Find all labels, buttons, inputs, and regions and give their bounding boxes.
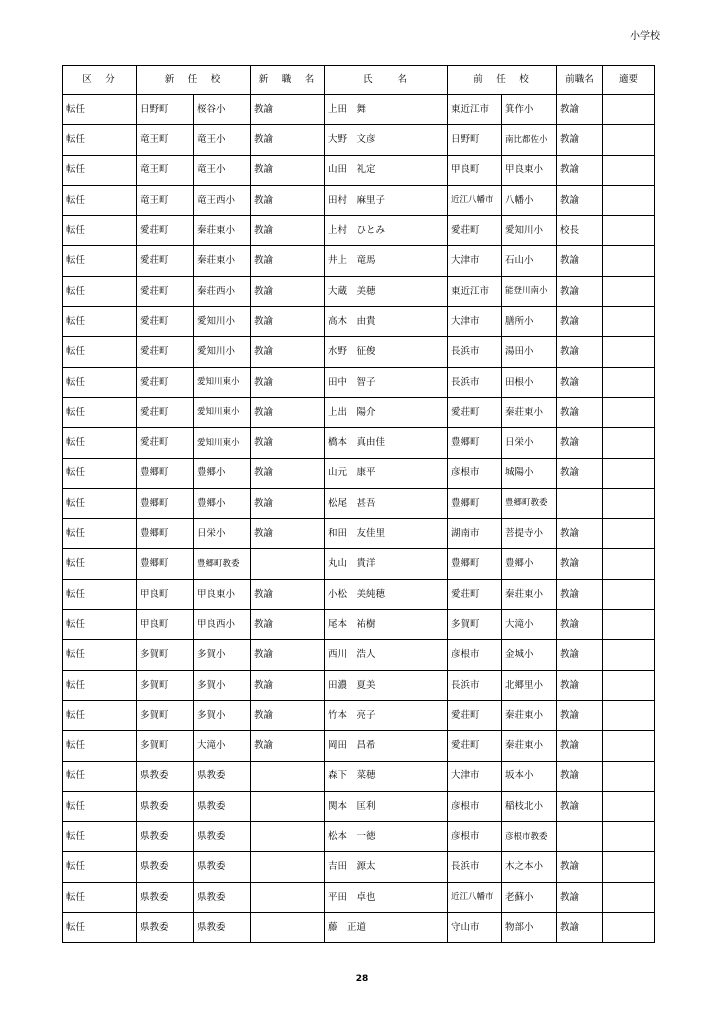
cell-remarks bbox=[603, 852, 655, 882]
cell-name: 吉田 源太 bbox=[325, 852, 448, 882]
cell-category: 転任 bbox=[63, 488, 137, 518]
cell-remarks bbox=[603, 913, 655, 943]
cell-new-position: 教諭 bbox=[251, 428, 325, 458]
cell-name: 尾本 祐樹 bbox=[325, 610, 448, 640]
cell-prev-school: 木之本小 bbox=[502, 852, 557, 882]
cell-new-area: 多賀町 bbox=[137, 670, 194, 700]
cell-prev-area: 東近江市 bbox=[448, 276, 502, 306]
cell-category: 転任 bbox=[63, 852, 137, 882]
cell-new-school: 甲良西小 bbox=[194, 610, 251, 640]
cell-prev-area: 彦根市 bbox=[448, 822, 502, 852]
cell-name: 関本 匡利 bbox=[325, 791, 448, 821]
cell-new-area: 愛荘町 bbox=[137, 307, 194, 337]
cell-new-school: 竜王西小 bbox=[194, 185, 251, 215]
cell-category: 転任 bbox=[63, 216, 137, 246]
cell-new-school: 豊郷町教委 bbox=[194, 549, 251, 579]
cell-name: 上出 陽介 bbox=[325, 397, 448, 427]
cell-prev-position: 教諭 bbox=[557, 579, 603, 609]
header-name: 氏 名 bbox=[325, 66, 448, 95]
cell-new-position: 教諭 bbox=[251, 519, 325, 549]
cell-new-position: 教諭 bbox=[251, 488, 325, 518]
cell-prev-area: 長浜市 bbox=[448, 670, 502, 700]
table-row bbox=[63, 670, 655, 700]
cell-remarks bbox=[603, 185, 655, 215]
cell-prev-position: 教諭 bbox=[557, 852, 603, 882]
cell-prev-school: 北郷里小 bbox=[502, 670, 557, 700]
cell-remarks bbox=[603, 307, 655, 337]
table-row bbox=[63, 761, 655, 791]
cell-prev-position: 教諭 bbox=[557, 670, 603, 700]
cell-category: 転任 bbox=[63, 761, 137, 791]
cell-new-position bbox=[251, 791, 325, 821]
cell-name: 森下 菜穂 bbox=[325, 761, 448, 791]
cell-new-position: 教諭 bbox=[251, 216, 325, 246]
cell-prev-position: 教諭 bbox=[557, 337, 603, 367]
cell-remarks bbox=[603, 610, 655, 640]
cell-new-school: 竜王小 bbox=[194, 155, 251, 185]
cell-new-area: 多賀町 bbox=[137, 640, 194, 670]
cell-new-area: 豊郷町 bbox=[137, 488, 194, 518]
cell-prev-position: 教諭 bbox=[557, 246, 603, 276]
cell-new-position: 教諭 bbox=[251, 125, 325, 155]
cell-prev-school: 秦荘東小 bbox=[502, 731, 557, 761]
cell-prev-area: 長浜市 bbox=[448, 367, 502, 397]
cell-prev-area: 彦根市 bbox=[448, 458, 502, 488]
cell-new-school: 豊郷小 bbox=[194, 458, 251, 488]
cell-prev-area: 東近江市 bbox=[448, 95, 502, 125]
cell-category: 転任 bbox=[63, 246, 137, 276]
cell-new-area: 県教委 bbox=[137, 791, 194, 821]
cell-prev-area: 長浜市 bbox=[448, 852, 502, 882]
cell-new-school: 県教委 bbox=[194, 852, 251, 882]
table-row bbox=[63, 882, 655, 912]
cell-prev-position: 教諭 bbox=[557, 761, 603, 791]
cell-name: 藤 正道 bbox=[325, 913, 448, 943]
cell-new-school: 秦荘東小 bbox=[194, 246, 251, 276]
cell-remarks bbox=[603, 125, 655, 155]
cell-prev-area: 日野町 bbox=[448, 125, 502, 155]
cell-prev-area: 彦根市 bbox=[448, 791, 502, 821]
cell-prev-school: 大滝小 bbox=[502, 610, 557, 640]
cell-new-position: 教諭 bbox=[251, 337, 325, 367]
table-row bbox=[63, 731, 655, 761]
cell-new-position bbox=[251, 822, 325, 852]
cell-prev-area: 近江八幡市 bbox=[448, 185, 502, 215]
cell-prev-area: 愛荘町 bbox=[448, 216, 502, 246]
cell-prev-school: 日栄小 bbox=[502, 428, 557, 458]
cell-prev-area: 愛荘町 bbox=[448, 397, 502, 427]
cell-prev-area: 豊郷町 bbox=[448, 488, 502, 518]
cell-remarks bbox=[603, 791, 655, 821]
cell-category: 転任 bbox=[63, 185, 137, 215]
table-row bbox=[63, 367, 655, 397]
cell-name: 山元 康平 bbox=[325, 458, 448, 488]
cell-new-area: 豊郷町 bbox=[137, 458, 194, 488]
cell-prev-position bbox=[557, 488, 603, 518]
table-body bbox=[63, 95, 655, 943]
table-row bbox=[63, 640, 655, 670]
cell-prev-school: 秦荘東小 bbox=[502, 397, 557, 427]
cell-name: 山田 礼定 bbox=[325, 155, 448, 185]
cell-new-school: 愛知川小 bbox=[194, 337, 251, 367]
cell-new-area: 多賀町 bbox=[137, 731, 194, 761]
cell-prev-school: 秦荘東小 bbox=[502, 700, 557, 730]
header-prev-school: 前 任 校 bbox=[448, 66, 557, 95]
cell-new-school: 県教委 bbox=[194, 882, 251, 912]
table-row bbox=[63, 397, 655, 427]
cell-new-position bbox=[251, 852, 325, 882]
cell-prev-position: 校長 bbox=[557, 216, 603, 246]
cell-prev-school: 坂本小 bbox=[502, 761, 557, 791]
page-category-label: 小学校 bbox=[630, 31, 660, 42]
table-row bbox=[63, 700, 655, 730]
cell-remarks bbox=[603, 519, 655, 549]
header-new-school: 新 任 校 bbox=[137, 66, 251, 95]
table-row bbox=[63, 549, 655, 579]
cell-new-position bbox=[251, 761, 325, 791]
cell-prev-school: 田根小 bbox=[502, 367, 557, 397]
cell-name: 水野 征俊 bbox=[325, 337, 448, 367]
cell-new-area: 県教委 bbox=[137, 882, 194, 912]
cell-prev-position: 教諭 bbox=[557, 458, 603, 488]
cell-prev-position: 教諭 bbox=[557, 913, 603, 943]
cell-prev-position: 教諭 bbox=[557, 519, 603, 549]
cell-new-school: 愛知川東小 bbox=[194, 428, 251, 458]
cell-remarks bbox=[603, 155, 655, 185]
cell-prev-school: 愛知川小 bbox=[502, 216, 557, 246]
table-row bbox=[63, 519, 655, 549]
cell-new-area: 愛荘町 bbox=[137, 397, 194, 427]
cell-new-area: 愛荘町 bbox=[137, 367, 194, 397]
cell-name: 田濃 夏美 bbox=[325, 670, 448, 700]
cell-prev-area: 甲良町 bbox=[448, 155, 502, 185]
cell-prev-area: 愛荘町 bbox=[448, 700, 502, 730]
cell-new-area: 県教委 bbox=[137, 822, 194, 852]
cell-prev-school: 能登川南小 bbox=[502, 276, 557, 306]
cell-prev-school: 甲良東小 bbox=[502, 155, 557, 185]
cell-prev-area: 愛荘町 bbox=[448, 579, 502, 609]
cell-new-school: 県教委 bbox=[194, 761, 251, 791]
cell-prev-area: 近江八幡市 bbox=[448, 882, 502, 912]
cell-prev-position: 教諭 bbox=[557, 610, 603, 640]
cell-remarks bbox=[603, 397, 655, 427]
cell-prev-position: 教諭 bbox=[557, 367, 603, 397]
cell-new-area: 甲良町 bbox=[137, 579, 194, 609]
cell-prev-position: 教諭 bbox=[557, 185, 603, 215]
cell-remarks bbox=[603, 216, 655, 246]
cell-remarks bbox=[603, 640, 655, 670]
cell-prev-school: 物部小 bbox=[502, 913, 557, 943]
cell-remarks bbox=[603, 700, 655, 730]
cell-name: 上村 ひとみ bbox=[325, 216, 448, 246]
cell-new-area: 愛荘町 bbox=[137, 337, 194, 367]
cell-remarks bbox=[603, 761, 655, 791]
cell-prev-area: 長浜市 bbox=[448, 337, 502, 367]
cell-category: 転任 bbox=[63, 458, 137, 488]
cell-category: 転任 bbox=[63, 428, 137, 458]
cell-new-school: 多賀小 bbox=[194, 700, 251, 730]
cell-category: 転任 bbox=[63, 579, 137, 609]
table-row bbox=[63, 791, 655, 821]
cell-category: 転任 bbox=[63, 791, 137, 821]
cell-category: 転任 bbox=[63, 125, 137, 155]
cell-name: 田村 麻里子 bbox=[325, 185, 448, 215]
cell-name: 上田 舞 bbox=[325, 95, 448, 125]
cell-prev-school: 八幡小 bbox=[502, 185, 557, 215]
cell-new-school: 愛知川東小 bbox=[194, 367, 251, 397]
cell-new-position bbox=[251, 549, 325, 579]
table-row bbox=[63, 822, 655, 852]
cell-prev-school: 湯田小 bbox=[502, 337, 557, 367]
cell-prev-school: 石山小 bbox=[502, 246, 557, 276]
table-row bbox=[63, 852, 655, 882]
cell-new-school: 日栄小 bbox=[194, 519, 251, 549]
table-row bbox=[63, 125, 655, 155]
cell-new-area: 竜王町 bbox=[137, 125, 194, 155]
cell-new-area: 愛荘町 bbox=[137, 428, 194, 458]
cell-new-school: 甲良東小 bbox=[194, 579, 251, 609]
table-row bbox=[63, 155, 655, 185]
cell-prev-school: 秦荘東小 bbox=[502, 579, 557, 609]
cell-remarks bbox=[603, 246, 655, 276]
cell-new-school: 県教委 bbox=[194, 791, 251, 821]
cell-category: 転任 bbox=[63, 276, 137, 306]
cell-category: 転任 bbox=[63, 640, 137, 670]
cell-new-school: 豊郷小 bbox=[194, 488, 251, 518]
cell-remarks bbox=[603, 488, 655, 518]
cell-category: 転任 bbox=[63, 610, 137, 640]
cell-remarks bbox=[603, 458, 655, 488]
cell-prev-area: 豊郷町 bbox=[448, 549, 502, 579]
cell-prev-area: 彦根市 bbox=[448, 640, 502, 670]
cell-prev-position: 教諭 bbox=[557, 125, 603, 155]
cell-prev-school: 南比都佐小 bbox=[502, 125, 557, 155]
cell-category: 転任 bbox=[63, 700, 137, 730]
cell-prev-area: 大津市 bbox=[448, 246, 502, 276]
cell-prev-position: 教諭 bbox=[557, 307, 603, 337]
cell-name: 大野 文彦 bbox=[325, 125, 448, 155]
cell-name: 高木 由貴 bbox=[325, 307, 448, 337]
cell-new-position bbox=[251, 913, 325, 943]
cell-new-area: 甲良町 bbox=[137, 610, 194, 640]
cell-prev-school: 彦根市教委 bbox=[502, 822, 557, 852]
cell-remarks bbox=[603, 337, 655, 367]
table-row bbox=[63, 458, 655, 488]
cell-new-area: 竜王町 bbox=[137, 185, 194, 215]
cell-category: 転任 bbox=[63, 307, 137, 337]
cell-category: 転任 bbox=[63, 397, 137, 427]
cell-name: 岡田 昌希 bbox=[325, 731, 448, 761]
cell-prev-position: 教諭 bbox=[557, 428, 603, 458]
cell-name: 平田 卓也 bbox=[325, 882, 448, 912]
cell-prev-school: 豊郷町教委 bbox=[502, 488, 557, 518]
cell-remarks bbox=[603, 882, 655, 912]
cell-prev-position: 教諭 bbox=[557, 276, 603, 306]
cell-prev-position: 教諭 bbox=[557, 700, 603, 730]
cell-new-area: 愛荘町 bbox=[137, 246, 194, 276]
cell-new-school: 県教委 bbox=[194, 913, 251, 943]
table-row bbox=[63, 913, 655, 943]
cell-new-area: 豊郷町 bbox=[137, 549, 194, 579]
table-row bbox=[63, 95, 655, 125]
personnel-table bbox=[62, 65, 655, 943]
cell-new-area: 多賀町 bbox=[137, 700, 194, 730]
cell-category: 転任 bbox=[63, 822, 137, 852]
cell-name: 橋本 真由佳 bbox=[325, 428, 448, 458]
cell-new-school: 桜谷小 bbox=[194, 95, 251, 125]
cell-remarks bbox=[603, 549, 655, 579]
cell-name: 丸山 貴洋 bbox=[325, 549, 448, 579]
cell-prev-school: 金城小 bbox=[502, 640, 557, 670]
cell-prev-position bbox=[557, 822, 603, 852]
cell-name: 和田 友佳里 bbox=[325, 519, 448, 549]
cell-category: 転任 bbox=[63, 155, 137, 185]
cell-new-position: 教諭 bbox=[251, 458, 325, 488]
cell-new-school: 県教委 bbox=[194, 822, 251, 852]
cell-remarks bbox=[603, 670, 655, 700]
cell-name: 松尾 甚吾 bbox=[325, 488, 448, 518]
cell-new-area: 県教委 bbox=[137, 852, 194, 882]
header-new-position: 新 職 名 bbox=[251, 66, 325, 95]
cell-new-school: 多賀小 bbox=[194, 670, 251, 700]
cell-remarks bbox=[603, 731, 655, 761]
cell-new-position: 教諭 bbox=[251, 397, 325, 427]
cell-remarks bbox=[603, 95, 655, 125]
cell-prev-school: 城陽小 bbox=[502, 458, 557, 488]
cell-category: 転任 bbox=[63, 731, 137, 761]
cell-remarks bbox=[603, 822, 655, 852]
cell-new-position: 教諭 bbox=[251, 700, 325, 730]
cell-prev-area: 豊郷町 bbox=[448, 428, 502, 458]
table-row bbox=[63, 276, 655, 306]
cell-prev-position: 教諭 bbox=[557, 397, 603, 427]
cell-new-position: 教諭 bbox=[251, 185, 325, 215]
cell-prev-school: 菩提寺小 bbox=[502, 519, 557, 549]
cell-new-school: 大滝小 bbox=[194, 731, 251, 761]
cell-new-position: 教諭 bbox=[251, 640, 325, 670]
cell-new-school: 竜王小 bbox=[194, 125, 251, 155]
cell-name: 松本 一徳 bbox=[325, 822, 448, 852]
cell-prev-position: 教諭 bbox=[557, 791, 603, 821]
cell-new-position: 教諭 bbox=[251, 307, 325, 337]
cell-new-area: 竜王町 bbox=[137, 155, 194, 185]
cell-new-position: 教諭 bbox=[251, 670, 325, 700]
cell-prev-position: 教諭 bbox=[557, 882, 603, 912]
table-row bbox=[63, 428, 655, 458]
table-row bbox=[63, 307, 655, 337]
cell-name: 小松 美純穂 bbox=[325, 579, 448, 609]
cell-remarks bbox=[603, 428, 655, 458]
cell-prev-area: 多賀町 bbox=[448, 610, 502, 640]
cell-name: 西川 浩人 bbox=[325, 640, 448, 670]
header-category: 区 分 bbox=[63, 66, 137, 95]
cell-new-position: 教諭 bbox=[251, 246, 325, 276]
cell-new-school: 愛知川東小 bbox=[194, 397, 251, 427]
cell-name: 田中 智子 bbox=[325, 367, 448, 397]
cell-prev-school: 稲枝北小 bbox=[502, 791, 557, 821]
cell-category: 転任 bbox=[63, 882, 137, 912]
cell-category: 転任 bbox=[63, 670, 137, 700]
cell-prev-area: 大津市 bbox=[448, 761, 502, 791]
cell-new-area: 豊郷町 bbox=[137, 519, 194, 549]
cell-prev-school: 豊郷小 bbox=[502, 549, 557, 579]
cell-new-position: 教諭 bbox=[251, 731, 325, 761]
table-header-row bbox=[63, 66, 655, 95]
header-remarks: 適要 bbox=[603, 66, 655, 95]
table-row bbox=[63, 246, 655, 276]
cell-prev-area: 湖南市 bbox=[448, 519, 502, 549]
cell-prev-position: 教諭 bbox=[557, 95, 603, 125]
cell-category: 転任 bbox=[63, 913, 137, 943]
cell-prev-school: 膳所小 bbox=[502, 307, 557, 337]
cell-category: 転任 bbox=[63, 367, 137, 397]
cell-prev-position: 教諭 bbox=[557, 549, 603, 579]
cell-category: 転任 bbox=[63, 95, 137, 125]
cell-new-area: 愛荘町 bbox=[137, 216, 194, 246]
cell-new-area: 県教委 bbox=[137, 913, 194, 943]
cell-prev-school: 箕作小 bbox=[502, 95, 557, 125]
cell-prev-position: 教諭 bbox=[557, 155, 603, 185]
page-number: 28 bbox=[355, 974, 369, 984]
cell-new-school: 秦荘西小 bbox=[194, 276, 251, 306]
cell-category: 転任 bbox=[63, 337, 137, 367]
cell-prev-school: 老蘇小 bbox=[502, 882, 557, 912]
cell-prev-position: 教諭 bbox=[557, 731, 603, 761]
table-row bbox=[63, 579, 655, 609]
cell-prev-position: 教諭 bbox=[557, 640, 603, 670]
cell-new-area: 県教委 bbox=[137, 761, 194, 791]
cell-new-position: 教諭 bbox=[251, 155, 325, 185]
table-row bbox=[63, 185, 655, 215]
table-row bbox=[63, 610, 655, 640]
cell-new-position: 教諭 bbox=[251, 367, 325, 397]
cell-remarks bbox=[603, 276, 655, 306]
cell-remarks bbox=[603, 579, 655, 609]
cell-new-position: 教諭 bbox=[251, 579, 325, 609]
cell-name: 井上 竜馬 bbox=[325, 246, 448, 276]
cell-new-position bbox=[251, 882, 325, 912]
cell-prev-area: 愛荘町 bbox=[448, 731, 502, 761]
cell-name: 竹本 亮子 bbox=[325, 700, 448, 730]
cell-new-school: 多賀小 bbox=[194, 640, 251, 670]
cell-prev-area: 守山市 bbox=[448, 913, 502, 943]
cell-new-school: 秦荘東小 bbox=[194, 216, 251, 246]
cell-new-area: 日野町 bbox=[137, 95, 194, 125]
header-prev-position: 前職名 bbox=[557, 66, 603, 95]
cell-new-position: 教諭 bbox=[251, 276, 325, 306]
cell-new-school: 愛知川小 bbox=[194, 307, 251, 337]
cell-name: 大蔵 美穂 bbox=[325, 276, 448, 306]
cell-new-position: 教諭 bbox=[251, 95, 325, 125]
table-row bbox=[63, 337, 655, 367]
cell-new-position: 教諭 bbox=[251, 610, 325, 640]
cell-category: 転任 bbox=[63, 549, 137, 579]
table-row bbox=[63, 488, 655, 518]
cell-remarks bbox=[603, 367, 655, 397]
cell-prev-area: 大津市 bbox=[448, 307, 502, 337]
cell-new-area: 愛荘町 bbox=[137, 276, 194, 306]
table-row bbox=[63, 216, 655, 246]
cell-category: 転任 bbox=[63, 519, 137, 549]
